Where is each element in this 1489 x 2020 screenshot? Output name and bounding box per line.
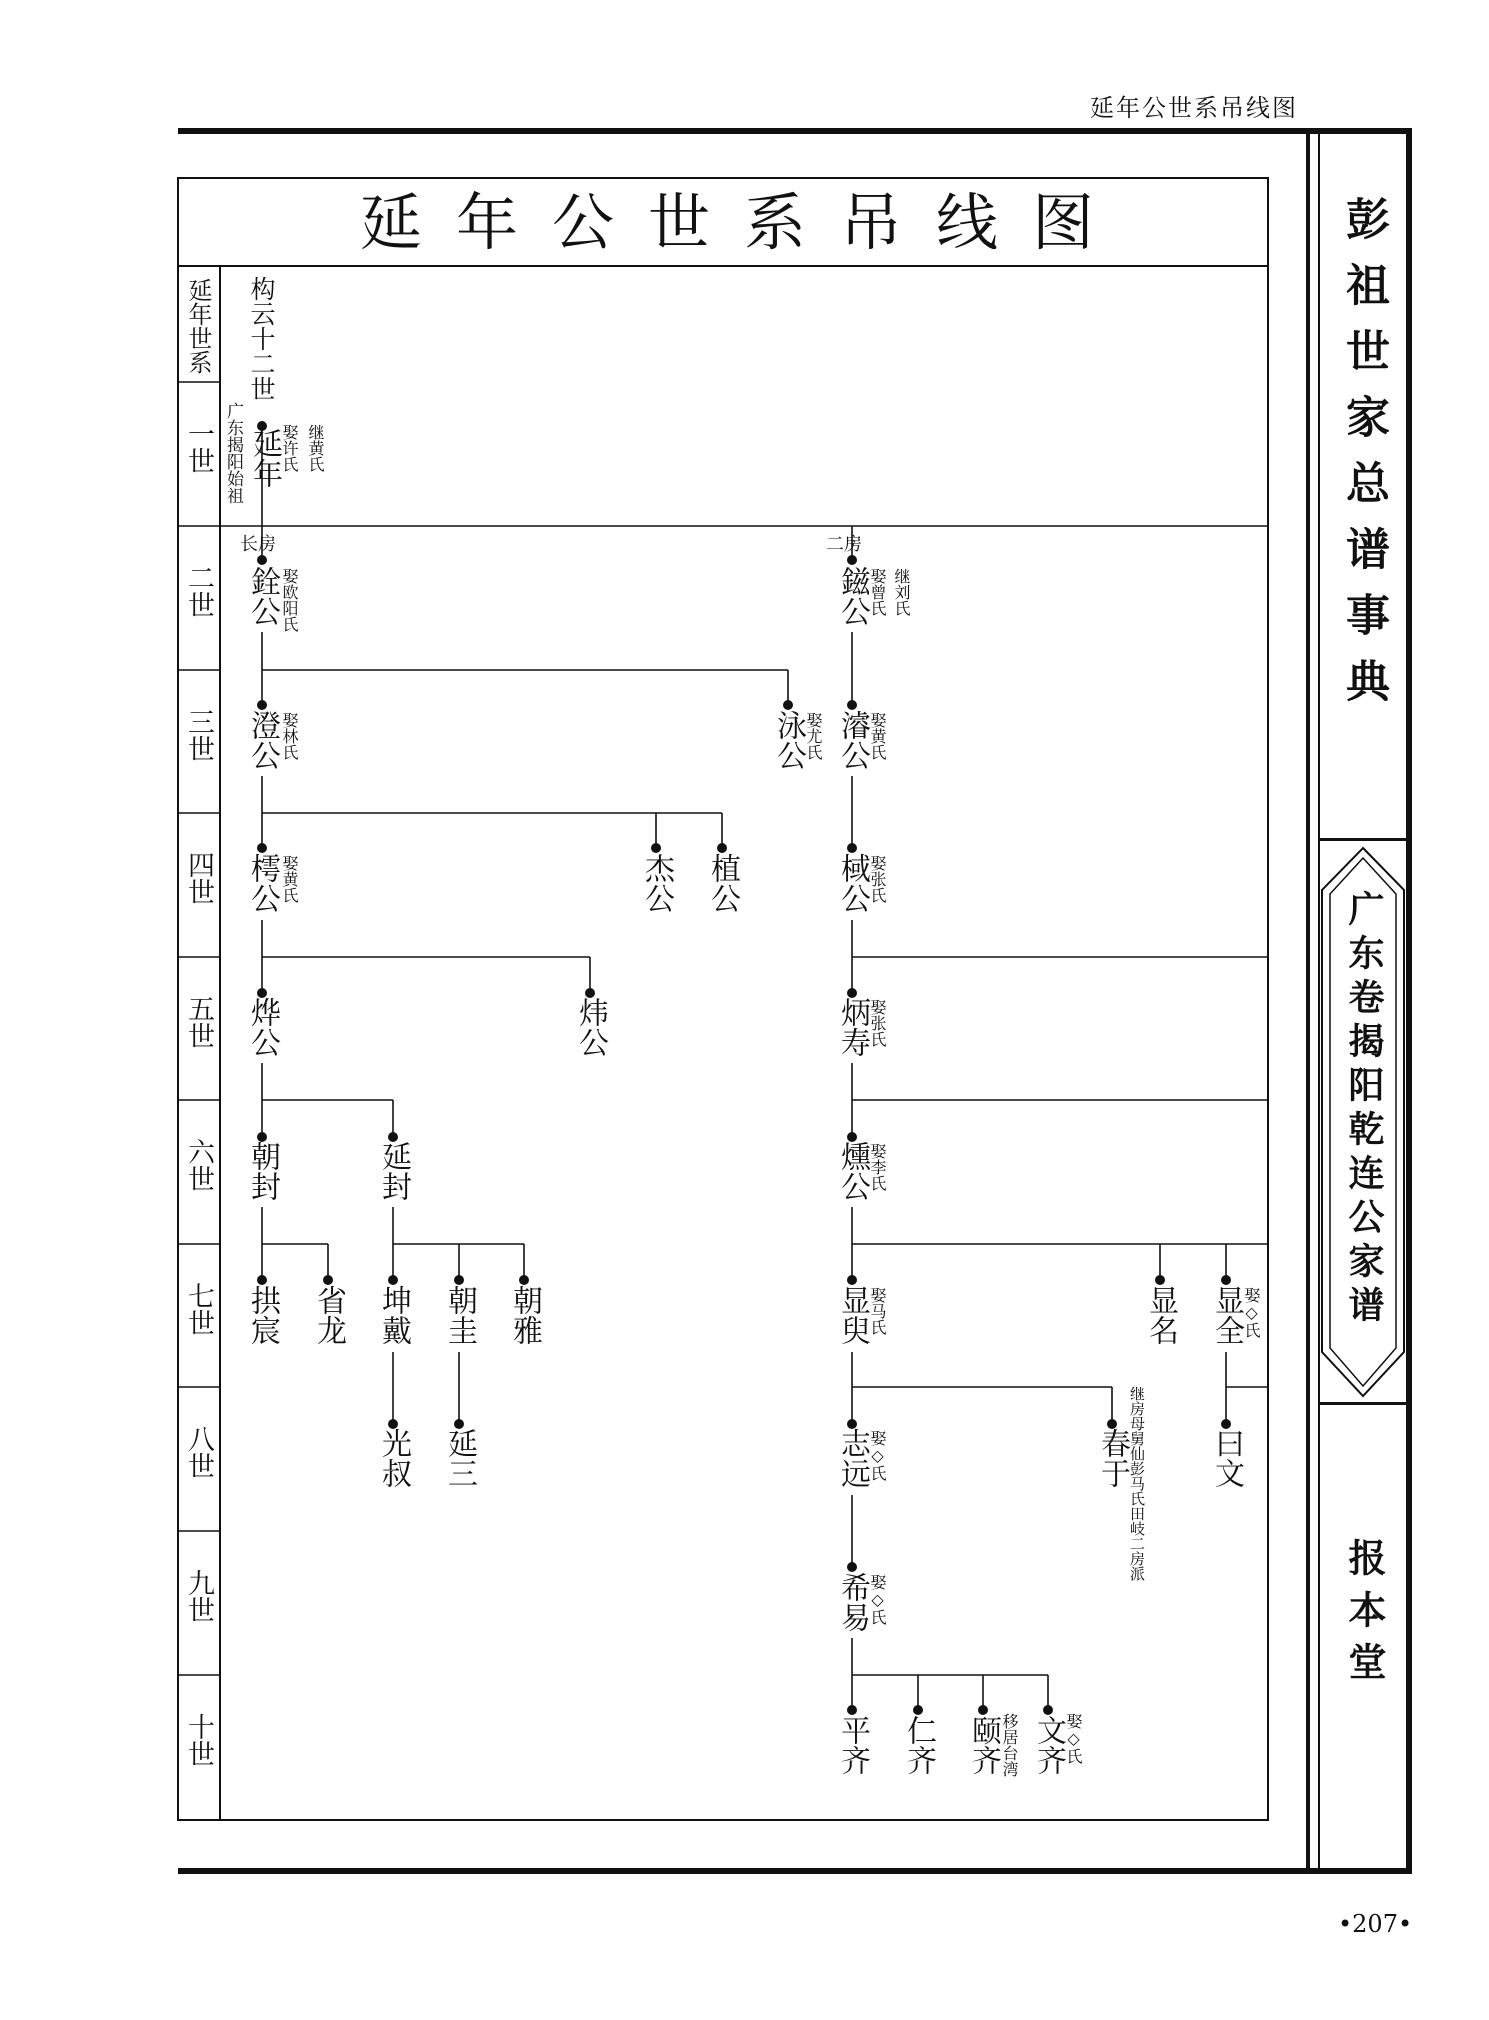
person-xianyu-note: 娶马氏 xyxy=(868,1287,887,1335)
person-bing-note: 娶张氏 xyxy=(868,999,887,1047)
volume-title: 广东卷揭阳乾连公家谱 xyxy=(1343,890,1384,1330)
root-spouse-2: 继黄氏 xyxy=(306,424,325,472)
generation-1: 一世 xyxy=(183,420,214,474)
person-ye: 烨公 xyxy=(245,997,280,1057)
person-chaofeng: 朝封 xyxy=(245,1141,280,1201)
person-deng: 澄公 xyxy=(245,710,280,770)
generation-7: 七世 xyxy=(183,1282,214,1336)
generation-2: 二世 xyxy=(183,564,214,618)
person-wei: 炜公 xyxy=(573,997,608,1057)
person-yong: 泳公 xyxy=(771,710,806,770)
book-title: 彭祖世家总谱事典 xyxy=(1338,196,1389,724)
person-zi-note: 娶曾氏 xyxy=(868,568,887,616)
generation-10: 十世 xyxy=(183,1713,214,1767)
generation-8: 八世 xyxy=(183,1425,214,1479)
person-zhiyuan-note: 娶◇氏 xyxy=(868,1430,887,1481)
person-zi-note-2: 继刘氏 xyxy=(892,568,911,616)
person-xianyu: 显臾 xyxy=(835,1285,870,1345)
person-yu-note: 娶张氏 xyxy=(868,855,887,903)
person-guangshu: 光叔 xyxy=(376,1428,411,1488)
page-number: •207• xyxy=(1338,1910,1413,1938)
person-wenqi: 文齐 xyxy=(1031,1715,1066,1775)
person-xun: 燻公 xyxy=(835,1141,870,1201)
person-rui: 濬公 xyxy=(835,710,870,770)
person-quan-note: 娶欧阳氏 xyxy=(280,568,299,632)
person-kundai: 坤戴 xyxy=(376,1285,411,1345)
generation-header: 延年世系 xyxy=(184,278,212,374)
person-xianquan: 显全 xyxy=(1209,1285,1244,1345)
person-wenqi-note: 娶◇氏 xyxy=(1064,1713,1083,1764)
person-e: 樗公 xyxy=(245,853,280,913)
person-xun-note: 娶李氏 xyxy=(868,1143,887,1191)
generation-3: 三世 xyxy=(183,708,214,762)
person-chaoya: 朝雅 xyxy=(507,1285,542,1345)
person-chunyu: 春于 xyxy=(1095,1428,1130,1488)
person-bing: 炳寿 xyxy=(835,997,870,1057)
person-pingqi: 平齐 xyxy=(835,1715,870,1775)
second-branch-label: 二房 xyxy=(826,534,862,555)
generation-5: 五世 xyxy=(183,995,214,1049)
person-yanfeng: 延封 xyxy=(376,1141,411,1201)
root-name: 延年 xyxy=(247,428,282,488)
root-note: 广东揭阳始祖 xyxy=(223,402,243,504)
person-renqi: 仁齐 xyxy=(901,1715,936,1775)
root-origin: 构云十二世 xyxy=(247,276,276,401)
person-xiyi: 希易 xyxy=(835,1572,870,1632)
person-zi: 鎡公 xyxy=(835,566,870,626)
person-yu: 棫公 xyxy=(835,853,870,913)
person-xiyi-note: 娶◇氏 xyxy=(868,1574,887,1625)
generation-4: 四世 xyxy=(183,851,214,905)
person-yong-note: 娶尤氏 xyxy=(804,712,823,760)
generation-6: 六世 xyxy=(183,1138,214,1192)
person-rui-note: 娶黄氏 xyxy=(868,712,887,760)
person-e-note: 娶黄氏 xyxy=(280,855,299,903)
generation-9: 九世 xyxy=(183,1569,214,1623)
person-jie: 杰公 xyxy=(639,853,674,913)
person-yiqi: 颐齐 xyxy=(966,1715,1001,1775)
root-spouse: 娶许氏 xyxy=(280,424,299,472)
person-chunyu-note: 继房母舅仙彭马氏田岐二房派 xyxy=(1128,1386,1146,1581)
person-deng-note: 娶林氏 xyxy=(280,712,299,760)
running-header: 延年公世系吊线图 xyxy=(1090,94,1298,122)
person-zhiyuan: 志远 xyxy=(835,1428,870,1488)
hall-name: 报本堂 xyxy=(1342,1538,1386,1694)
person-chaogui: 朝圭 xyxy=(442,1285,477,1345)
person-yiqi-note: 移居台湾 xyxy=(1000,1713,1019,1777)
person-xianming: 显名 xyxy=(1143,1285,1178,1345)
chart-title: 延年公世系吊线图 xyxy=(359,186,1128,259)
person-shenglong: 省龙 xyxy=(311,1285,346,1345)
person-zhi: 植公 xyxy=(705,853,740,913)
person-yuewen: 曰文 xyxy=(1209,1428,1244,1488)
person-yansan: 延三 xyxy=(442,1428,477,1488)
person-xianquan-note: 娶◇氏 xyxy=(1242,1287,1261,1338)
person-quan: 銓公 xyxy=(245,566,280,626)
person-gongchen: 拱宸 xyxy=(245,1285,280,1345)
elder-branch-label: 长房 xyxy=(240,534,276,555)
